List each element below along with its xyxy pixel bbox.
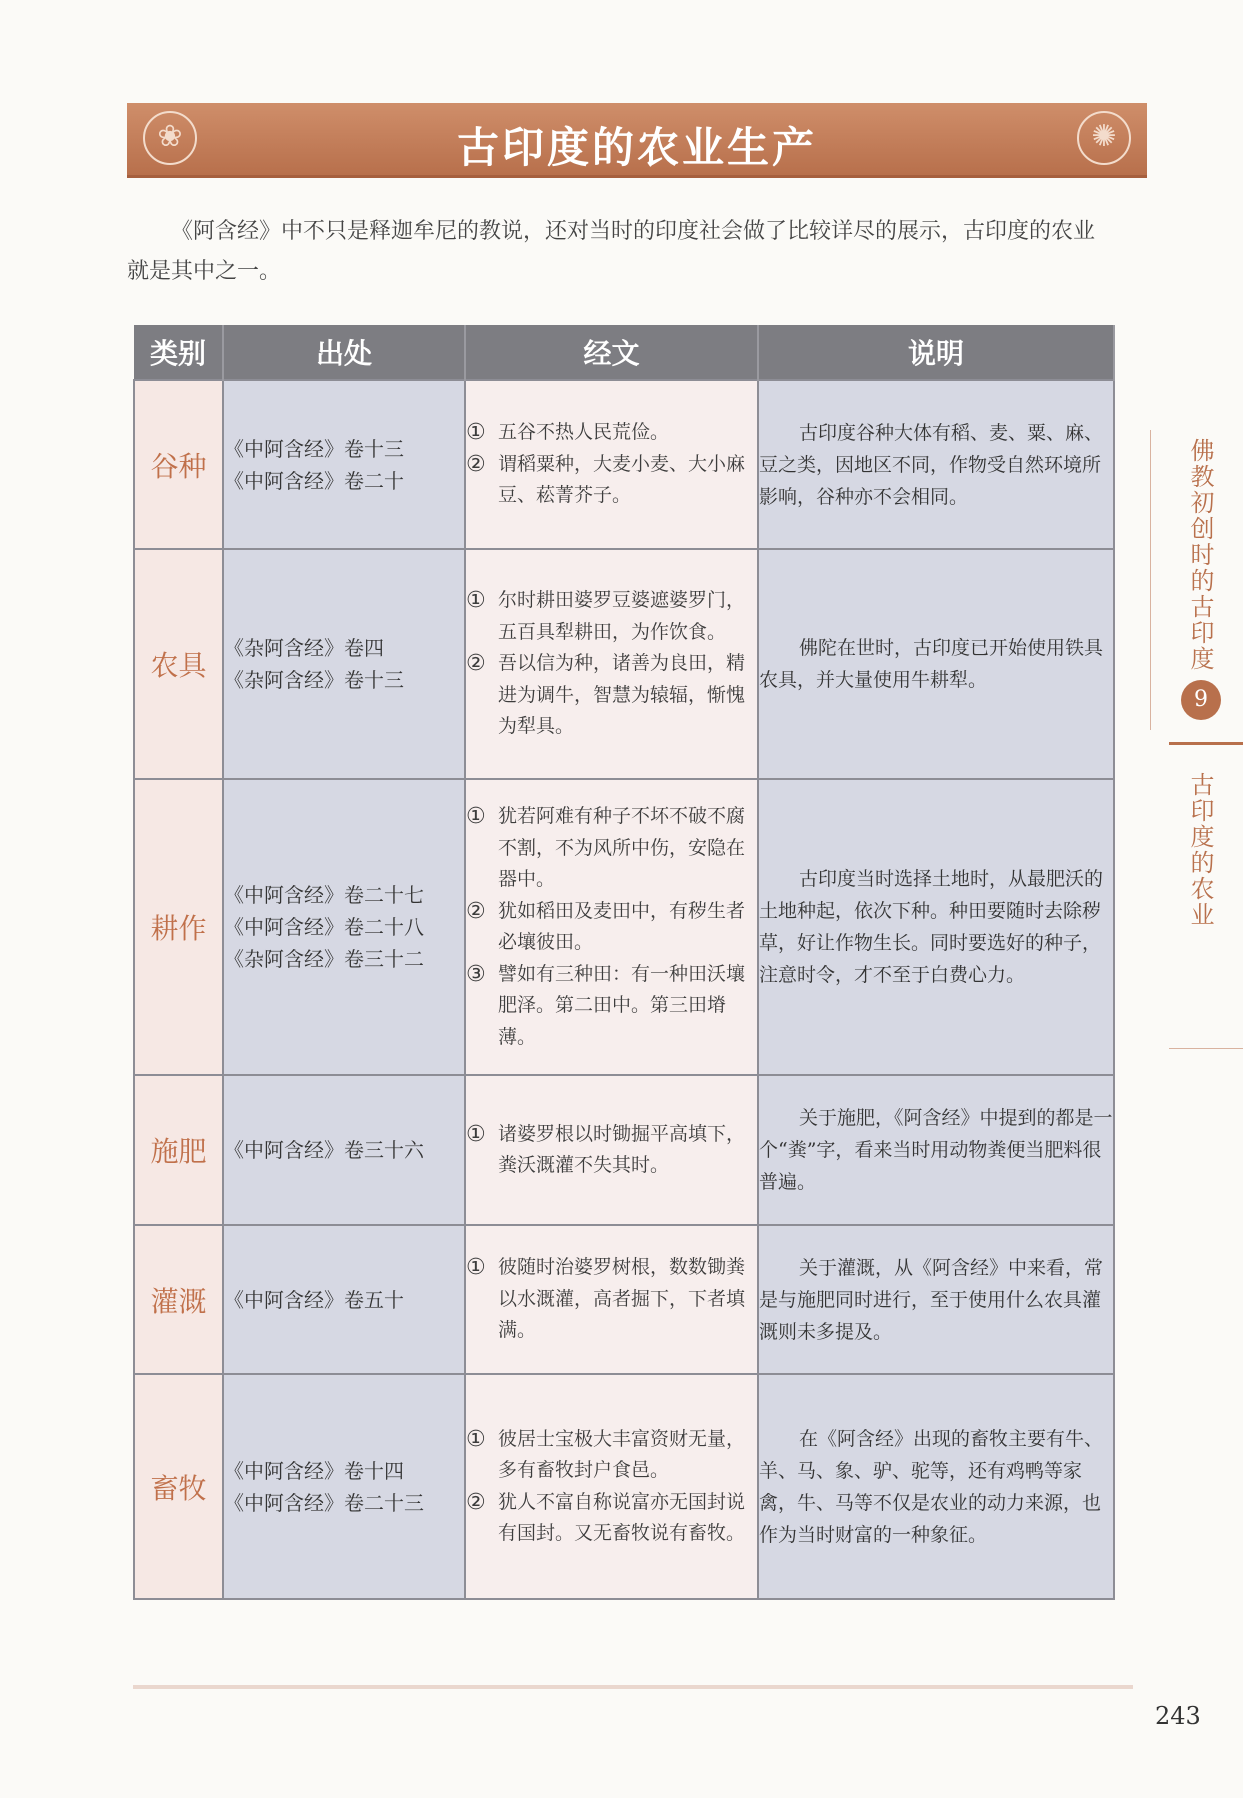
- scripture-item: [466, 585, 757, 648]
- item-number: ①: [466, 1426, 486, 1452]
- source-cell: [223, 1374, 465, 1599]
- source-line: 《中阿含经》卷二十八: [224, 915, 424, 939]
- table-row: [134, 1225, 1114, 1374]
- item-text: 彼居士宝极大丰富资财无量，多有畜牧封户食邑。: [498, 1427, 746, 1481]
- item-number: ①: [466, 1255, 486, 1281]
- source-cell: [223, 380, 465, 549]
- source-line: 《中阿含经》卷五十: [224, 1287, 404, 1312]
- scripture-cell: [465, 1374, 758, 1599]
- source-line: 《中阿含经》卷二十: [224, 468, 404, 493]
- source-line: 《中阿含经》卷十三: [224, 436, 404, 461]
- scripture-item: [466, 896, 757, 959]
- scripture-item: [466, 648, 757, 743]
- item-text: 尔时耕田婆罗豆婆遮婆罗门，五百具犁耕田，为作饮食。: [498, 589, 746, 643]
- item-number: ①: [466, 420, 486, 446]
- source-line: 《杂阿含经》卷三十二: [224, 947, 424, 971]
- source-cell: [223, 779, 465, 1075]
- chapter-sidebar: [1163, 428, 1243, 1048]
- item-text: 犹如稻田及麦田中，有秽生者必壤彼田。: [498, 899, 746, 953]
- explanation-cell: 佛陀在世时，古印度已开始使用铁具农具，并大量使用牛耕犁。: [758, 549, 1114, 779]
- item-text: 吾以信为种，诸善为良田，精进为调牛，智慧为辕辐，惭愧为犁具。: [498, 652, 746, 738]
- source-line: 《杂阿含经》卷十三: [224, 668, 404, 692]
- chapter-title: 古印度的农业: [1186, 772, 1214, 928]
- sidebar-rule-upper: [1150, 430, 1151, 730]
- table-row: [134, 380, 1114, 549]
- footer-rule: [133, 1685, 1133, 1689]
- chapter-divider: [1169, 742, 1243, 745]
- explanation-cell: 关于灌溉，从《阿含经》中来看，常是与施肥同时进行，至于使用什么农具灌溉则未多提及。: [758, 1225, 1114, 1374]
- table-row: [134, 1374, 1114, 1599]
- item-number: ②: [466, 1489, 486, 1515]
- item-number: ②: [466, 451, 486, 477]
- table-row: [134, 1075, 1114, 1225]
- dharma-ornament-icon: ✺: [1077, 111, 1131, 165]
- scripture-item: [466, 417, 757, 449]
- item-text: 犹若阿难有种子不坏不破不腐不割，不为风所中伤，安隐在器中。: [498, 805, 746, 890]
- scripture-cell: [465, 1075, 758, 1225]
- header-scripture: 经文: [465, 325, 758, 380]
- explanation-cell: 在《阿含经》出现的畜牧主要有牛、羊、马、象、驴、驼等，还有鸡鸭等家禽，牛、马等不仅是农业的动力来源，也作为当时财富的一种象征。: [758, 1374, 1114, 1599]
- scripture-item: [466, 1119, 757, 1182]
- item-number: ①: [466, 1121, 486, 1147]
- item-number: ①: [466, 804, 486, 829]
- source-cell: [223, 1075, 465, 1225]
- agriculture-table: [133, 325, 1115, 1600]
- item-text: 诸婆罗根以时锄掘平高填下，粪沃溉灌不失其时。: [498, 1122, 746, 1176]
- item-text: 谓稻粟种，大麦小麦、大小麻豆、菘菁芥子。: [498, 452, 746, 507]
- header-category: 类别: [134, 325, 223, 380]
- table-header-row: [134, 325, 1114, 380]
- title-banner: [127, 103, 1147, 178]
- page-number: 243: [1155, 1702, 1201, 1730]
- header-explanation: 说明: [758, 325, 1114, 380]
- scripture-cell: [465, 1225, 758, 1374]
- explanation-cell: 古印度当时选择土地时，从最肥沃的土地种起，依次下种。种田要随时去除秽草，好让作物生长。同时要选好的种子，注意时令，才不至于白费心力。: [758, 779, 1114, 1075]
- sidebar-bottom-rule: [1169, 1048, 1243, 1049]
- scripture-cell: [465, 380, 758, 549]
- explanation-cell: 关于施肥，《阿含经》中提到的都是一个“粪”字，看来当时用动物粪便当肥料很普遍。: [758, 1075, 1114, 1225]
- header-source: 出处: [223, 325, 465, 380]
- source-line: 《中阿含经》卷二十三: [224, 1490, 424, 1515]
- item-number: ②: [466, 898, 486, 924]
- scripture-item: [466, 449, 757, 512]
- scripture-cell: [465, 549, 758, 779]
- scripture-item: [466, 801, 757, 896]
- category-cell: 施肥: [134, 1075, 223, 1225]
- explanation-cell: 古印度谷种大体有稻、麦、粟、麻、豆之类，因地区不同，作物受自然环境所影响，谷种亦不会相同。: [758, 380, 1114, 549]
- part-title: 佛教初创时的古印度: [1186, 438, 1214, 672]
- category-cell: 灌溉: [134, 1225, 223, 1374]
- lotus-ornament-icon: ❀: [143, 111, 197, 165]
- page-title: 古印度的农业生产: [456, 123, 817, 172]
- source-line: 《杂阿含经》卷四: [224, 636, 384, 660]
- scripture-item: [466, 1252, 757, 1347]
- source-line: 《中阿含经》卷十四: [224, 1458, 404, 1483]
- source-line: 《中阿含经》卷三十六: [224, 1138, 424, 1162]
- item-number: ①: [466, 588, 486, 614]
- chapter-number-badge: 9: [1181, 680, 1221, 720]
- scripture-item: [466, 1487, 757, 1550]
- item-text: 五谷不热人民荒俭。: [498, 421, 670, 444]
- scripture-item: [466, 959, 757, 1054]
- item-number: ③: [466, 961, 486, 987]
- category-cell: 畜牧: [134, 1374, 223, 1599]
- source-cell: [223, 549, 465, 779]
- category-cell: 谷种: [134, 380, 223, 549]
- item-text: 譬如有三种田：有一种田沃壤肥泽。第二田中。第三田塉薄。: [498, 962, 746, 1048]
- item-text: 犹人不富自称说富亦无国封说有国封。又无畜牧说有畜牧。: [498, 1490, 746, 1544]
- source-cell: [223, 1225, 465, 1374]
- item-text: 彼随时治婆罗树根，数数锄粪以水溉灌，高者掘下，下者填满。: [498, 1256, 746, 1342]
- intro-paragraph: 《阿含经》中不只是释迦牟尼的教说，还对当时的印度社会做了比较详尽的展示，古印度的农业就是其中之一。: [127, 219, 1096, 284]
- scripture-item: [466, 1424, 757, 1487]
- category-cell: 耕作: [134, 779, 223, 1075]
- source-line: 《中阿含经》卷二十七: [224, 883, 424, 907]
- table-row: [134, 549, 1114, 779]
- category-cell: 农具: [134, 549, 223, 779]
- scripture-cell: [465, 779, 758, 1075]
- table-row: [134, 779, 1114, 1075]
- item-number: ②: [466, 651, 486, 677]
